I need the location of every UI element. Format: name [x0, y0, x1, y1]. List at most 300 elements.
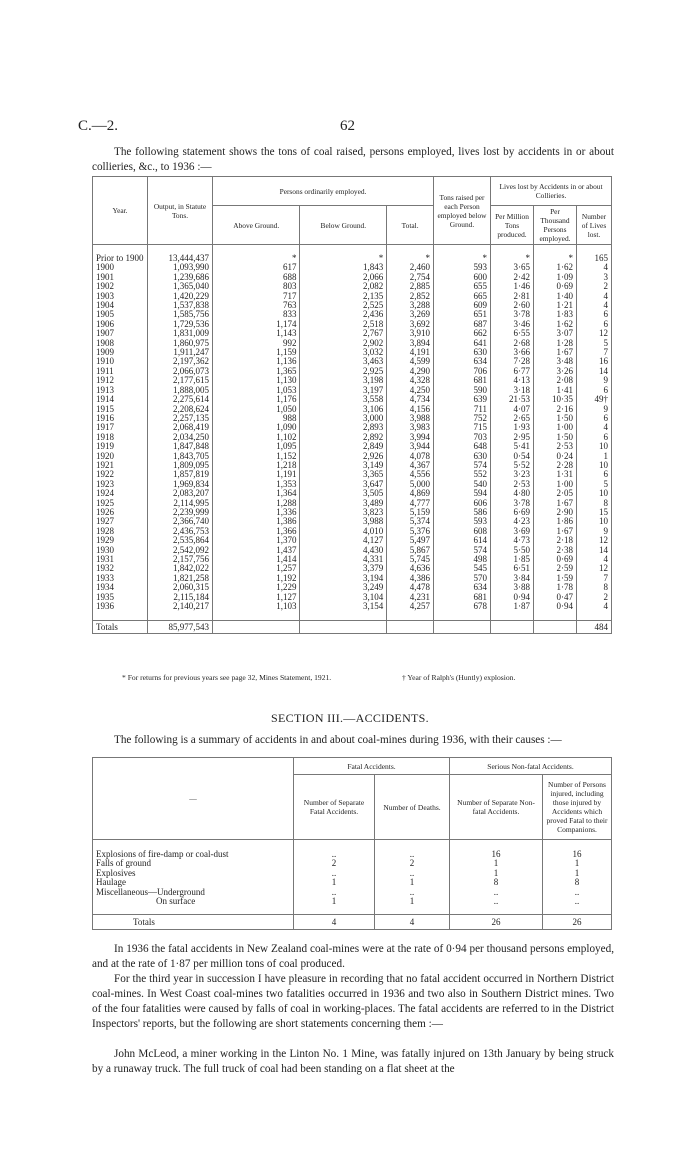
cell-output: 1,729,536	[148, 320, 213, 329]
cell-year: 1930	[93, 546, 148, 555]
cell-output: 1,239,686	[148, 273, 213, 282]
cell-year: Prior to 1900	[93, 254, 148, 263]
spacer-cell	[93, 611, 148, 621]
header-lives-group: Lives lost by Accidents in or about Collieries.	[491, 177, 612, 206]
cell-separate-nonfatal: ..	[450, 897, 543, 906]
cell-below: 4,430	[300, 546, 387, 555]
table-row	[93, 329, 612, 338]
cell-above: 803	[213, 282, 300, 291]
cell-per-million: 4·07	[491, 405, 534, 414]
cell-lives: 5	[577, 339, 612, 348]
table-row	[93, 536, 612, 545]
cell-tons-per: 593	[434, 517, 491, 526]
cell-per-thousand: 1·09	[534, 273, 577, 282]
cell-above: 1,192	[213, 574, 300, 583]
spacer-cell	[148, 611, 213, 621]
cell-lives: 2	[577, 593, 612, 602]
cell-per-thousand: 1·28	[534, 339, 577, 348]
cell-year: 1908	[93, 339, 148, 348]
cell-tons-per: 606	[434, 499, 491, 508]
cell-per-thousand: 1·62	[534, 263, 577, 272]
header-cause: —	[93, 758, 294, 840]
table-row	[93, 869, 612, 878]
cell-output: 1,821,258	[148, 574, 213, 583]
cell-lives: 6	[577, 386, 612, 395]
cell-lives: 12	[577, 536, 612, 545]
cell-output: 1,969,834	[148, 480, 213, 489]
table-row	[93, 405, 612, 414]
cell-per-million: 3·78	[491, 310, 534, 319]
cell-year: 1914	[93, 395, 148, 404]
table-row	[93, 527, 612, 536]
cell-year: 1927	[93, 517, 148, 526]
cell-below: 3,197	[300, 386, 387, 395]
cell-cause: Explosives	[93, 869, 294, 878]
cell-tons-per: 498	[434, 555, 491, 564]
cell-year: 1929	[93, 536, 148, 545]
document-reference: C.—2.	[78, 118, 119, 134]
cell-total: 3,692	[387, 320, 434, 329]
totals-row	[93, 621, 612, 634]
cell-persons-injured: 1	[543, 859, 612, 868]
cell-output: 2,239,999	[148, 508, 213, 517]
cell-output: 2,197,362	[148, 357, 213, 366]
cell-per-thousand: 1·00	[534, 423, 577, 432]
cell-per-thousand: 1·67	[534, 527, 577, 536]
cell-above: 763	[213, 301, 300, 310]
cell-tons-per: 634	[434, 357, 491, 366]
cell-year: 1916	[93, 414, 148, 423]
cell-year: 1926	[93, 508, 148, 517]
cell-per-thousand: 2·05	[534, 489, 577, 498]
cell-output: 1,857,819	[148, 470, 213, 479]
cell-lives: 2	[577, 282, 612, 291]
cell-per-thousand: 2·59	[534, 564, 577, 573]
cell-tons-per: 641	[434, 339, 491, 348]
cell-separate-fatal: 1	[294, 897, 375, 906]
cell-per-million: 6·77	[491, 367, 534, 376]
spacer-cell	[213, 611, 300, 621]
cell-below: 3,154	[300, 602, 387, 611]
cell-total: 4,367	[387, 461, 434, 470]
table-row	[93, 850, 612, 859]
cell-below: 3,149	[300, 461, 387, 470]
cell-per-million: 4·13	[491, 376, 534, 385]
cell-per-thousand: 0·94	[534, 602, 577, 611]
cell-per-thousand: 1·62	[534, 320, 577, 329]
cell-output: 1,537,838	[148, 301, 213, 310]
cell-year: 1911	[93, 367, 148, 376]
header-deaths: Number of Deaths.	[375, 775, 450, 840]
header-persons-group: Persons ordinarily employed.	[213, 177, 434, 206]
cell-persons-injured: 16	[543, 850, 612, 859]
cell-year: 1935	[93, 593, 148, 602]
cell-output: 2,157,756	[148, 555, 213, 564]
cell-per-million: 3·66	[491, 348, 534, 357]
cell-total: 4,599	[387, 357, 434, 366]
cell-output: 2,115,184	[148, 593, 213, 602]
cell-below: 3,379	[300, 564, 387, 573]
cell-separate-fatal: ..	[294, 869, 375, 878]
cell-above: 1,095	[213, 442, 300, 451]
spacer-cell	[387, 611, 434, 621]
cell-per-thousand: 1·31	[534, 470, 577, 479]
cell-cause: Miscellaneous—Underground	[93, 888, 294, 897]
cell-year: 1909	[93, 348, 148, 357]
cell-per-thousand: 2·53	[534, 442, 577, 451]
cell-below: 3,988	[300, 517, 387, 526]
cell-below: 2,849	[300, 442, 387, 451]
cell-lives: 4	[577, 555, 612, 564]
cell-below: 4,010	[300, 527, 387, 536]
cell-separate-nonfatal: 8	[450, 878, 543, 887]
cell-below: 2,767	[300, 329, 387, 338]
table-row	[93, 301, 612, 310]
cell-total: 4,556	[387, 470, 434, 479]
header-above-ground: Above Ground.	[213, 206, 300, 245]
cell-output: 1,093,990	[148, 263, 213, 272]
cell-year: 1902	[93, 282, 148, 291]
cell-below: 1,843	[300, 263, 387, 272]
header-below-ground: Below Ground.	[300, 206, 387, 245]
cell-output: 1,420,229	[148, 292, 213, 301]
cell-above: 1,229	[213, 583, 300, 592]
cell-above: 1,136	[213, 357, 300, 366]
cell-output: 2,436,753	[148, 527, 213, 536]
cell-tons-per: 687	[434, 320, 491, 329]
table-row	[93, 499, 612, 508]
cell-per-thousand: 1·78	[534, 583, 577, 592]
cell-above: 1,152	[213, 452, 300, 461]
cell-above: 1,130	[213, 376, 300, 385]
cell-above: 1,143	[213, 329, 300, 338]
paragraph-districts	[92, 972, 614, 1032]
cell-tons-per: 665	[434, 292, 491, 301]
cell-per-million: 1·93	[491, 423, 534, 432]
cell-below: 2,892	[300, 433, 387, 442]
table-row	[93, 470, 612, 479]
cell-output: 2,366,740	[148, 517, 213, 526]
cell-lives: 6	[577, 433, 612, 442]
cell-tons-per: 590	[434, 386, 491, 395]
cell-per-thousand: 2·16	[534, 405, 577, 414]
cell-per-million: 5·50	[491, 546, 534, 555]
header-per-thousand: Per Thousand Persons employed.	[534, 206, 577, 245]
cell-total: 4,231	[387, 593, 434, 602]
totals-lives: 484	[577, 621, 612, 634]
cell-year: 1923	[93, 480, 148, 489]
cell-year: 1922	[93, 470, 148, 479]
cell-tons-per: 752	[434, 414, 491, 423]
spacer-cell	[434, 245, 491, 255]
table-row	[93, 593, 612, 602]
empty-cell	[534, 621, 577, 634]
header-year: Year.	[93, 177, 148, 245]
table-row	[93, 489, 612, 498]
cell-separate-fatal: ..	[294, 888, 375, 897]
cell-per-million: *	[491, 254, 534, 263]
cell-per-million: 3·23	[491, 470, 534, 479]
spacer-cell	[543, 906, 612, 915]
cell-per-million: 6·55	[491, 329, 534, 338]
cell-output: 2,535,864	[148, 536, 213, 545]
cell-lives: 6	[577, 310, 612, 319]
cell-per-thousand: 1·83	[534, 310, 577, 319]
table-row	[93, 564, 612, 573]
cell-deaths: 1	[375, 878, 450, 887]
cell-year: 1900	[93, 263, 148, 272]
cell-below: 2,893	[300, 423, 387, 432]
cell-cause: On surface	[93, 897, 294, 906]
cell-total: 3,983	[387, 423, 434, 432]
cell-total: 5,376	[387, 527, 434, 536]
cell-below: 4,331	[300, 555, 387, 564]
cell-below: 3,489	[300, 499, 387, 508]
totals-separate-nonfatal: 26	[450, 915, 543, 930]
cell-year: 1919	[93, 442, 148, 451]
empty-cell	[434, 621, 491, 634]
paragraph-districts-text: For the third year in succession I have pleasure in recording that no fatal accident occurred in Northern District coal-mines. In West Coast coal-mines two fatalities occurred in 1936 and two also in Southern District mines. Two of the four fatalities were caused by falls of coal in working-places. The fatal accidents are referred to in the District Inspectors' reports, but the following are short statements concerning them :—	[92, 973, 614, 1030]
cell-per-million: 2·65	[491, 414, 534, 423]
table-row	[93, 263, 612, 272]
cell-per-million: 1·85	[491, 555, 534, 564]
cell-output: 1,843,705	[148, 452, 213, 461]
cell-per-million: 3·18	[491, 386, 534, 395]
cell-lives: 9	[577, 376, 612, 385]
header-persons-injured: Number of Persons injured, including those injured by Accidents which proved Fatal to their Companions.	[543, 775, 612, 840]
cell-cause: Explosions of fire-damp or coal-dust	[93, 850, 294, 859]
cell-above: 1,364	[213, 489, 300, 498]
cell-output: 1,809,095	[148, 461, 213, 470]
cell-per-thousand: 0·24	[534, 452, 577, 461]
cell-deaths: ..	[375, 888, 450, 897]
coal-statistics-table	[92, 176, 612, 634]
cell-per-thousand: 1·00	[534, 480, 577, 489]
cell-output: 2,034,250	[148, 433, 213, 442]
cell-per-thousand: 2·28	[534, 461, 577, 470]
cell-output: 2,083,207	[148, 489, 213, 498]
cell-total: 5,374	[387, 517, 434, 526]
cell-output: 1,911,247	[148, 348, 213, 357]
cell-total: 4,777	[387, 499, 434, 508]
cell-per-million: 4·73	[491, 536, 534, 545]
table-row	[93, 517, 612, 526]
cell-year: 1936	[93, 602, 148, 611]
cell-lives: 16	[577, 357, 612, 366]
table-row	[93, 555, 612, 564]
cell-per-million: 3·69	[491, 527, 534, 536]
cell-lives: 8	[577, 499, 612, 508]
cell-output: 2,060,315	[148, 583, 213, 592]
cell-above: 1,414	[213, 555, 300, 564]
cell-output: 2,066,073	[148, 367, 213, 376]
cell-separate-nonfatal: 1	[450, 859, 543, 868]
cell-total: 5,745	[387, 555, 434, 564]
cell-tons-per: 630	[434, 452, 491, 461]
cell-total: 3,269	[387, 310, 434, 319]
cell-per-thousand: 0·47	[534, 593, 577, 602]
cell-tons-per: 711	[434, 405, 491, 414]
table-row	[93, 414, 612, 423]
cell-total: 5,497	[387, 536, 434, 545]
empty-cell	[387, 621, 434, 634]
cell-total: 3,910	[387, 329, 434, 338]
spacer-cell	[300, 245, 387, 255]
cell-tons-per: 639	[434, 395, 491, 404]
cell-total: 4,290	[387, 367, 434, 376]
table-row	[93, 310, 612, 319]
cell-output: 1,860,975	[148, 339, 213, 348]
cell-above: 1,386	[213, 517, 300, 526]
cell-per-million: 1·46	[491, 282, 534, 291]
cell-tons-per: 655	[434, 282, 491, 291]
cell-total: *	[387, 254, 434, 263]
cell-above: 1,159	[213, 348, 300, 357]
cell-output: 1,847,848	[148, 442, 213, 451]
table-row	[93, 452, 612, 461]
cell-year: 1906	[93, 320, 148, 329]
cell-year: 1932	[93, 564, 148, 573]
cell-total: 4,869	[387, 489, 434, 498]
totals-label: Totals	[93, 621, 148, 634]
cell-year: 1912	[93, 376, 148, 385]
cell-above: 1,353	[213, 480, 300, 489]
cell-below: 3,104	[300, 593, 387, 602]
cell-per-million: 3·84	[491, 574, 534, 583]
cell-tons-per: 678	[434, 602, 491, 611]
cell-below: 3,000	[300, 414, 387, 423]
cell-per-thousand: 10·35	[534, 395, 577, 404]
cell-year: 1913	[93, 386, 148, 395]
cell-below: 3,106	[300, 405, 387, 414]
cell-per-thousand: 2·08	[534, 376, 577, 385]
cell-tons-per: 609	[434, 301, 491, 310]
table-row	[93, 320, 612, 329]
empty-cell	[491, 621, 534, 634]
cell-tons-per: 648	[434, 442, 491, 451]
cell-per-thousand: 1·67	[534, 348, 577, 357]
cell-lives: 7	[577, 348, 612, 357]
table-row	[93, 423, 612, 432]
cell-separate-fatal: ..	[294, 850, 375, 859]
spacer-cell	[93, 906, 294, 915]
cell-per-thousand: 2·90	[534, 508, 577, 517]
cell-year: 1934	[93, 583, 148, 592]
header-output: Output, in Statute Tons.	[148, 177, 213, 245]
cell-below: 3,823	[300, 508, 387, 517]
table-row	[93, 292, 612, 301]
cell-total: 5,000	[387, 480, 434, 489]
cell-per-thousand: 1·86	[534, 517, 577, 526]
table-row	[93, 508, 612, 517]
spacer-cell	[213, 245, 300, 255]
cell-below: 3,249	[300, 583, 387, 592]
cell-per-million: 5·41	[491, 442, 534, 451]
cell-above: 1,370	[213, 536, 300, 545]
cell-lives: 9	[577, 527, 612, 536]
cell-total: 4,250	[387, 386, 434, 395]
cell-below: 3,558	[300, 395, 387, 404]
header-number-lost: Number of Lives lost.	[577, 206, 612, 245]
table-row	[93, 386, 612, 395]
cell-below: 3,463	[300, 357, 387, 366]
cell-separate-fatal: 2	[294, 859, 375, 868]
table-row	[93, 433, 612, 442]
cell-per-thousand: *	[534, 254, 577, 263]
spacer-cell	[450, 906, 543, 915]
table-row	[93, 442, 612, 451]
cell-total: 2,852	[387, 292, 434, 301]
header-per-million: Per Million Tons produced.	[491, 206, 534, 245]
cell-lives: 12	[577, 564, 612, 573]
totals-row	[93, 915, 612, 930]
cell-lives: 10	[577, 517, 612, 526]
cell-per-million: 2·81	[491, 292, 534, 301]
cell-lives: 4	[577, 423, 612, 432]
cell-total: 2,754	[387, 273, 434, 282]
cell-total: 4,078	[387, 452, 434, 461]
cell-below: 2,135	[300, 292, 387, 301]
intro-paragraph	[92, 145, 614, 175]
cell-per-million: 0·54	[491, 452, 534, 461]
header-tons-per-person: Tons raised per each Person employed below Ground.	[434, 177, 491, 245]
header-fatal-group: Fatal Accidents.	[294, 758, 450, 775]
spacer-cell	[294, 906, 375, 915]
cell-tons-per: *	[434, 254, 491, 263]
cell-tons-per: 634	[434, 583, 491, 592]
cell-output: 2,140,217	[148, 602, 213, 611]
cell-year: 1901	[93, 273, 148, 282]
cell-per-thousand: 1·50	[534, 414, 577, 423]
table-row	[93, 546, 612, 555]
cell-tons-per: 706	[434, 367, 491, 376]
cell-output: 2,114,995	[148, 499, 213, 508]
table-row	[93, 367, 612, 376]
cell-above: 688	[213, 273, 300, 282]
spacer-cell	[491, 611, 534, 621]
cell-total: 4,156	[387, 405, 434, 414]
cell-per-thousand: 2·38	[534, 546, 577, 555]
cell-lives: 10	[577, 442, 612, 451]
cell-year: 1920	[93, 452, 148, 461]
spacer-cell	[577, 611, 612, 621]
cell-per-thousand: 0·69	[534, 555, 577, 564]
cell-output: 1,831,009	[148, 329, 213, 338]
cell-above: 617	[213, 263, 300, 272]
cell-deaths: 2	[375, 859, 450, 868]
cell-lives: 4	[577, 301, 612, 310]
cell-above: 1,050	[213, 405, 300, 414]
cell-persons-injured: 8	[543, 878, 612, 887]
page-number: 62	[340, 118, 355, 134]
cell-separate-nonfatal: 16	[450, 850, 543, 859]
cell-above: 1,288	[213, 499, 300, 508]
paragraph-mcleod-text: John McLeod, a miner working in the Linton No. 1 Mine, was fatally injured on 13th January by being struck by a runaway truck. The full truck of coal had been standing on a flat sheet at the	[92, 1048, 614, 1075]
cell-per-thousand: 3·07	[534, 329, 577, 338]
cell-total: 5,867	[387, 546, 434, 555]
totals-cause: Totals	[93, 915, 294, 930]
cell-below: 2,436	[300, 310, 387, 319]
cell-separate-fatal: 1	[294, 878, 375, 887]
cell-output: 2,257,135	[148, 414, 213, 423]
cell-above: 988	[213, 414, 300, 423]
cell-output: 1,888,005	[148, 386, 213, 395]
cell-cause: Haulage	[93, 878, 294, 887]
cell-below: 3,198	[300, 376, 387, 385]
table-row	[93, 376, 612, 385]
cell-tons-per: 574	[434, 546, 491, 555]
table-row	[93, 859, 612, 868]
